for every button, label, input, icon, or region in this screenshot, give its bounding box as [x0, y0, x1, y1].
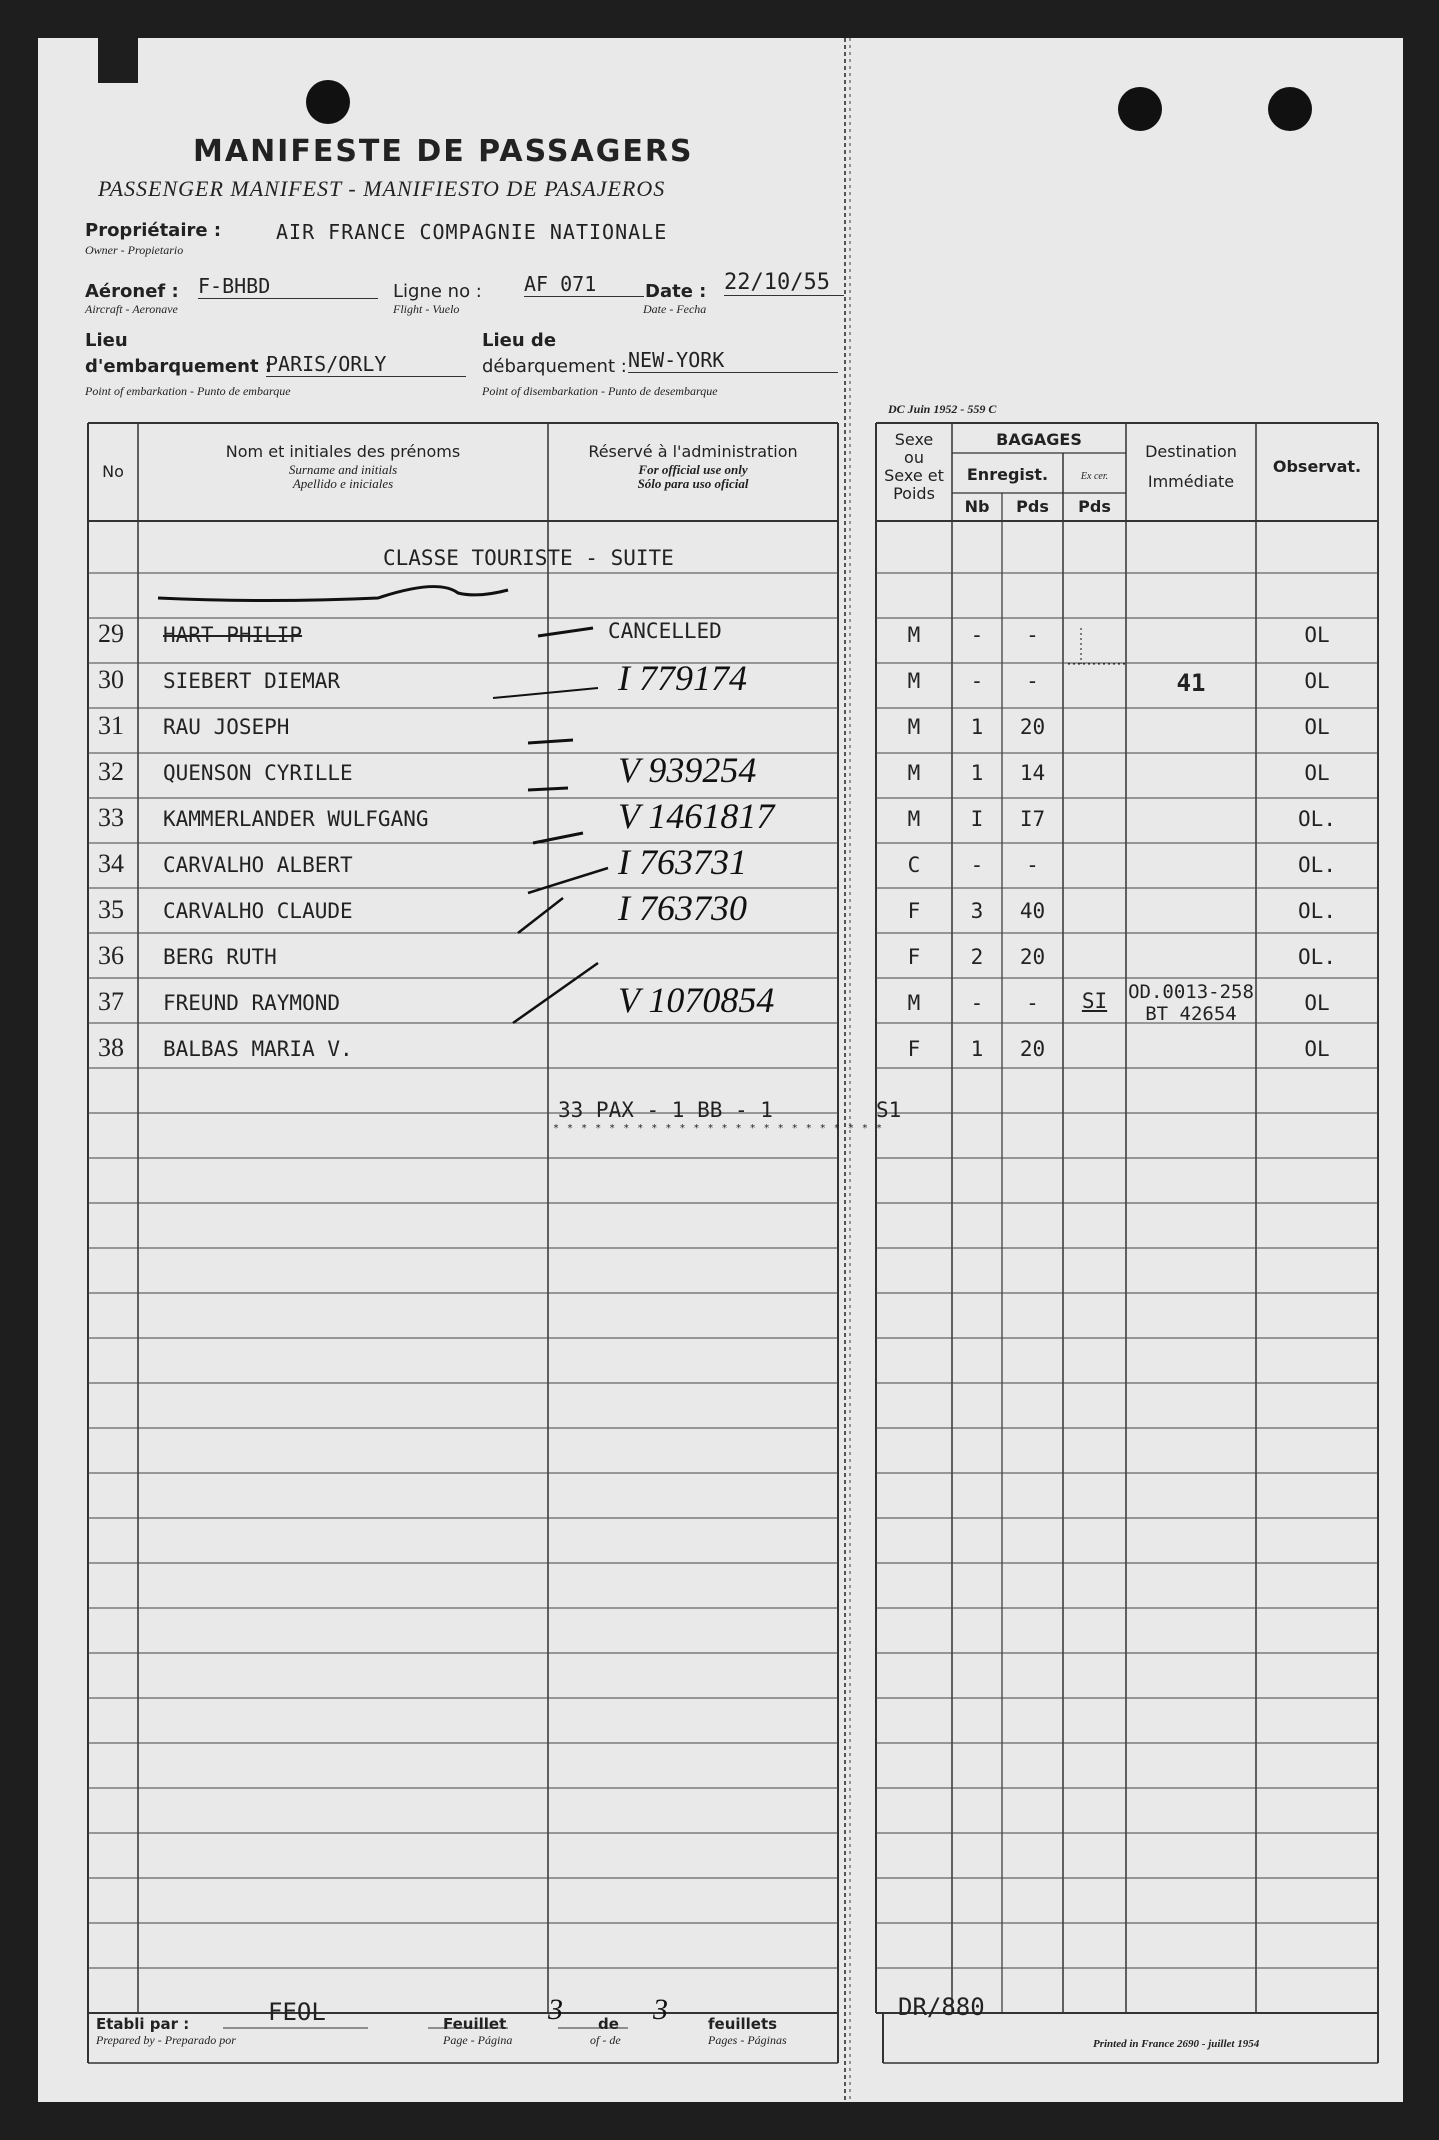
- admin-ref: I 763730: [618, 888, 747, 928]
- col-name-sub2: Apellido e iniciales: [292, 476, 394, 491]
- passenger-name: CARVALHO ALBERT: [163, 853, 353, 877]
- admin-ref: I 779174: [618, 658, 747, 698]
- baggage-count: 1: [970, 715, 984, 739]
- observation: OL: [1304, 991, 1330, 1015]
- col-sex-1: Sexe: [894, 430, 934, 449]
- row-number: 30: [98, 665, 124, 694]
- sheet-sub: Page - Página: [443, 2033, 513, 2047]
- col-observ: Observat.: [1272, 457, 1362, 476]
- disembark-label-1: Lieu de: [482, 330, 557, 351]
- excess: SI: [1081, 989, 1108, 1013]
- baggage-weight: I7: [1019, 807, 1046, 831]
- observation: OL.: [1298, 899, 1336, 923]
- row-number: 32: [98, 757, 124, 786]
- col-admin: Réservé à l'administration: [588, 442, 798, 461]
- totals: 33 PAX - 1 BB - 1: [558, 1098, 773, 1122]
- col-sex-3: Sexe et: [884, 466, 944, 485]
- row-number: 37: [98, 987, 124, 1016]
- col-sex-2: ou: [904, 448, 924, 467]
- sheets-label: feuillets: [708, 2015, 778, 2033]
- col-pds2: Pds: [1078, 497, 1111, 516]
- owner-value: AIR FRANCE COMPAGNIE NATIONALE: [276, 220, 668, 244]
- passenger-name: BALBAS MARIA V.: [163, 1037, 353, 1061]
- col-name-sub1: Surname and initials: [288, 462, 398, 477]
- passenger-name: RAU JOSEPH: [163, 715, 290, 739]
- baggage-weight: -: [1026, 623, 1039, 647]
- row-number: 29: [98, 619, 124, 648]
- aircraft-value: F-BHBD: [198, 274, 378, 299]
- col-destination-2: Immédiate: [1147, 472, 1235, 491]
- row-number: 31: [98, 711, 124, 740]
- sex: M: [907, 807, 921, 831]
- sex: C: [907, 853, 921, 877]
- disembark-sub: Point of disembarkation - Punto de desembarque: [482, 384, 718, 398]
- row-number: 35: [98, 895, 124, 924]
- passenger-name: HART PHILIP: [163, 623, 303, 647]
- passenger-name: SIEBERT DIEMAR: [163, 669, 341, 693]
- embark-label-1: Lieu: [85, 330, 128, 351]
- prepared-sub: Prepared by - Preparado por: [96, 2033, 236, 2047]
- observation: OL: [1304, 715, 1330, 739]
- row-number: 34: [98, 849, 124, 878]
- sex: F: [907, 899, 921, 923]
- sheet-value: 3: [548, 1993, 563, 2026]
- embark-label-2: d'embarquement :: [85, 356, 273, 377]
- col-nb: Nb: [964, 497, 990, 516]
- col-pds: Pds: [1016, 497, 1049, 516]
- baggage-count: -: [970, 623, 984, 647]
- printed-note: Printed in France 2690 - juillet 1954: [1093, 2038, 1260, 2050]
- col-bagages: BAGAGES: [996, 430, 1082, 449]
- form-code: DC Juin 1952 - 559 C: [888, 402, 997, 416]
- embark-value: PARIS/ORLY: [266, 352, 466, 377]
- col-no: No: [102, 462, 124, 481]
- baggage-weight: 14: [1019, 761, 1046, 785]
- col-admin-sub1: For official use only: [638, 462, 748, 477]
- baggage-count: 2: [970, 945, 984, 969]
- date-label: Date :: [645, 281, 707, 302]
- col-sex-4: Poids: [893, 484, 935, 503]
- observation: OL.: [1298, 945, 1336, 969]
- sheets-sub: Pages - Páginas: [708, 2033, 787, 2047]
- sex: F: [907, 945, 921, 969]
- footer-lines: [38, 38, 1403, 2102]
- total-value: 3: [653, 1993, 668, 2026]
- col-name: Nom et initiales des prénoms: [225, 442, 461, 461]
- observation: OL: [1304, 623, 1330, 647]
- prepared-value: FEOL: [268, 1998, 326, 2026]
- sheet-label: Feuillet: [443, 2015, 507, 2033]
- prepared-label: Etabli par :: [96, 2015, 190, 2033]
- totals-extra: S1: [876, 1098, 902, 1122]
- admin-ref: I 763731: [618, 842, 747, 882]
- col-admin-sub2: Sólo para uso oficial: [637, 476, 749, 491]
- sex: M: [907, 623, 921, 647]
- destination: 41: [1176, 669, 1206, 697]
- passenger-name: CARVALHO CLAUDE: [163, 899, 353, 923]
- passenger-name: QUENSON CYRILLE: [163, 761, 353, 785]
- baggage-count: 3: [970, 899, 984, 923]
- sex: M: [907, 991, 921, 1015]
- sex: M: [907, 715, 921, 739]
- disembark-value: NEW-YORK: [628, 348, 838, 373]
- admin-ref: CANCELLED: [608, 619, 722, 643]
- row-number: 33: [98, 803, 124, 832]
- baggage-count: -: [970, 991, 984, 1015]
- sex: M: [907, 669, 921, 693]
- section-title: CLASSE TOURISTE - SUITE: [383, 546, 674, 570]
- row-number: 38: [98, 1033, 124, 1062]
- observation: OL: [1304, 761, 1330, 785]
- observation: OL: [1304, 669, 1330, 693]
- date-sub: Date - Fecha: [643, 302, 707, 316]
- owner-sub: Owner - Propietario: [85, 243, 184, 257]
- col-excess: Ex cer.: [1080, 471, 1109, 482]
- flight-value: AF 071: [524, 272, 644, 297]
- passenger-name: BERG RUTH: [163, 945, 277, 969]
- admin-ref: V 1070854: [618, 980, 775, 1020]
- flight-sub: Flight - Vuelo: [393, 302, 460, 316]
- observation: OL.: [1298, 807, 1336, 831]
- of-label: de: [598, 2015, 619, 2033]
- row-number: 36: [98, 941, 124, 970]
- baggage-weight: 20: [1019, 715, 1046, 739]
- baggage-weight: -: [1026, 669, 1039, 693]
- baggage-weight: -: [1026, 853, 1039, 877]
- baggage-weight: -: [1026, 991, 1039, 1015]
- baggage-weight: 20: [1019, 1037, 1046, 1061]
- totals-stars: * * * * * * * * * * * * * * * * * * * * * * * *: [553, 1123, 883, 1134]
- date-value: 22/10/55: [724, 270, 844, 296]
- admin-ref: V 1461817: [618, 796, 775, 836]
- manifest-sheet: [38, 38, 1403, 2102]
- manifest-title: MANIFESTE DE PASSAGERS: [193, 134, 694, 169]
- destination-2: BT 42654: [1145, 1003, 1237, 1025]
- manifest-subtitle: PASSENGER MANIFEST - MANIFIESTO DE PASAJEROS: [98, 176, 666, 201]
- reference-number: DR/880: [898, 1993, 985, 2021]
- sex: F: [907, 1037, 921, 1061]
- embark-sub: Point of embarkation - Punto de embarque: [85, 384, 291, 398]
- aircraft-label: Aéronef :: [85, 281, 179, 302]
- sex: M: [907, 761, 921, 785]
- aircraft-sub: Aircraft - Aeronave: [85, 302, 178, 316]
- baggage-count: 1: [970, 1037, 984, 1061]
- flight-label: Ligne no :: [393, 281, 482, 302]
- observation: OL.: [1298, 853, 1336, 877]
- baggage-weight: 20: [1019, 945, 1046, 969]
- admin-ref: V 939254: [618, 750, 757, 790]
- disembark-label-2: débarquement :: [482, 356, 627, 377]
- baggage-count: -: [970, 669, 984, 693]
- owner-label: Propriétaire :: [85, 220, 222, 241]
- baggage-count: 1: [970, 761, 984, 785]
- passenger-name: KAMMERLANDER WULFGANG: [163, 807, 429, 831]
- destination: OD.0013-258: [1128, 981, 1254, 1003]
- of-sub: of - de: [590, 2033, 621, 2047]
- baggage-count: -: [970, 853, 984, 877]
- col-destination-1: Destination: [1145, 442, 1237, 461]
- baggage-weight: 40: [1019, 899, 1046, 923]
- observation: OL: [1304, 1037, 1330, 1061]
- baggage-count: I: [970, 807, 984, 831]
- passenger-name: FREUND RAYMOND: [163, 991, 341, 1015]
- col-enregist: Enregist.: [966, 465, 1049, 484]
